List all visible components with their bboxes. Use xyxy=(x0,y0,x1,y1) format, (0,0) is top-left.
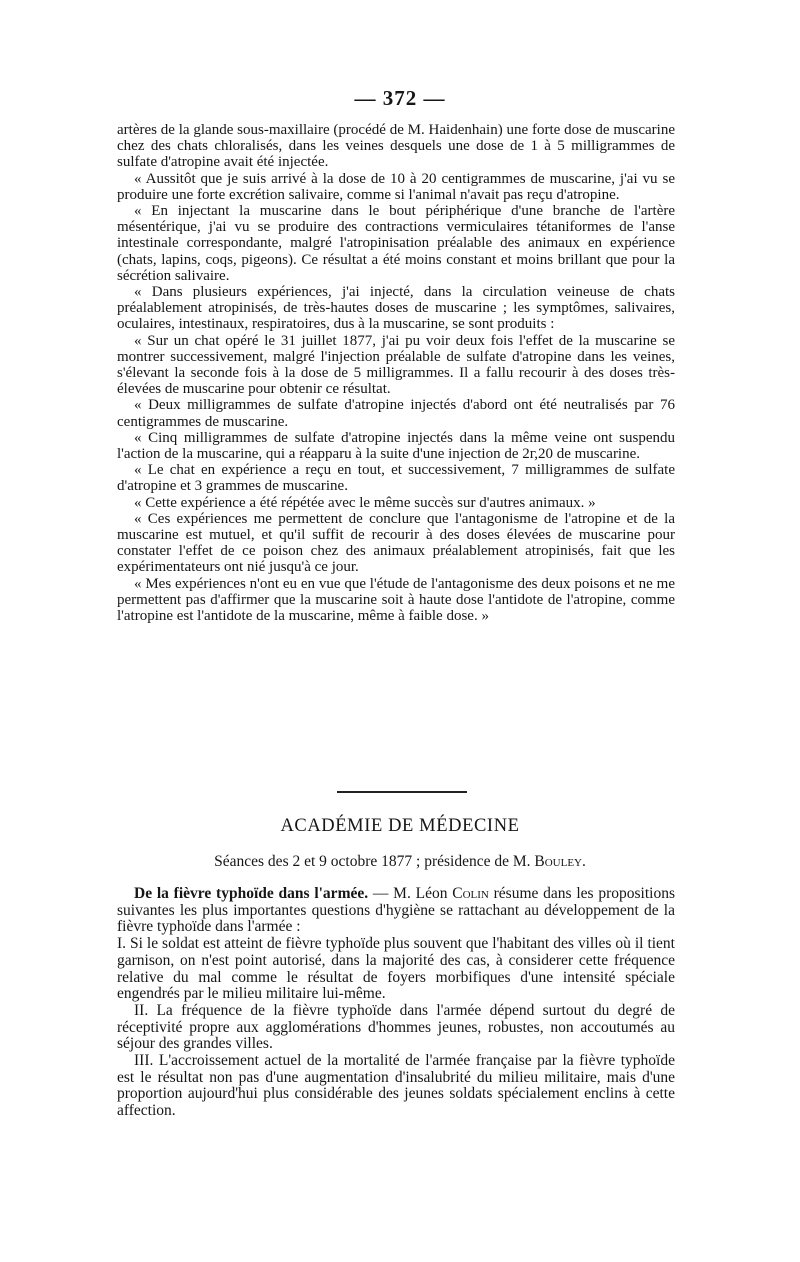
paragraph: « Ces expériences me permettent de conclure que l'antagonisme de l'atropine et de la muscarine est mutuel, et qu'il suffit de recourir à des doses élevées de muscarine pour constater l'effet de ce poison chez des animaux préalablement atropinisés, fait que les expérimentateurs ont nié jusqu'à ce jour. xyxy=(117,510,675,576)
article-body xyxy=(117,122,675,624)
section-separator xyxy=(337,791,467,793)
president-name: Bouley xyxy=(534,853,582,870)
article-heading: De la fièvre typhoïde dans l'armée. xyxy=(134,885,369,902)
lead-text: résume dans les propositions suivantes les plus importantes questions d'hygiène se rattachant au développement de la fièvre typhoïde dans l'armée : xyxy=(117,885,675,936)
section-subtitle xyxy=(0,853,800,871)
subtitle-end: . xyxy=(581,853,586,870)
lead-paragraph xyxy=(117,886,675,936)
paragraph: « Deux milligrammes de sulfate d'atropine injectés d'abord ont été neutralisés par 76 centigrammes de muscarine. xyxy=(117,397,675,430)
lead-text: — M. Léon xyxy=(368,885,453,902)
paragraph: « Cette expérience a été répétée avec le même succès sur d'autres animaux. » xyxy=(134,494,596,511)
page-number: — 372 — xyxy=(354,86,446,110)
subtitle-text: Séances des 2 et 9 octobre 1877 ; présidence de M. xyxy=(214,853,535,870)
paragraph-continuation: artères de la glande sous-maxillaire (procédé de M. Haidenhain) une forte dose de muscarine chez des chats chloralisés, dans les veines desquels une dose de 1 à 5 milligrammes de sulfate d'atropine avait été injectée. xyxy=(117,122,675,171)
paragraph: « Aussitôt que je suis arrivé à la dose de 10 à 20 centigrammes de muscarine, j'ai vu se produire une forte excrétion salivaire, comme si l'animal n'avait pas reçu d'atropine. xyxy=(117,170,675,203)
paragraph: « Cinq milligrammes de sulfate d'atropine injectés dans la même veine ont suspendu l'action de la muscarine, qui a réapparu à la suite d'une injection de 2г,20 de muscarine. xyxy=(117,429,675,463)
paragraph: « En injectant la muscarine dans le bout périphérique d'une branche de l'artère mésentérique, j'ai vu se produire des contractions vermiculaires tétaniformes de l'anse intestinale correspondante, malgré l'atropinisation préalable des animaux en expérience (chats, lapins, coqs, pigeons). Ce résultat a été moins constant et moins brillant que pour la sécrétion salivaire. xyxy=(117,203,675,284)
section-body xyxy=(117,886,675,1120)
paragraph: « Mes expériences n'ont eu en vue que l'étude de l'antagonisme des deux poisons et ne me permettent pas d'affirmer que la muscarine soit à haute dose l'antidote de l'atropine, comme l'atropine est l'antidote de la muscarine, même à faible dose. » xyxy=(117,575,675,625)
paragraph: « Dans plusieurs expériences, j'ai injecté, dans la circulation veineuse de chats préalablement atropinisés, de très-hautes doses de muscarine ; les symptômes, salivaires, oculaires, intestinaux, respiratoires, dus à la muscarine, se sont produits : xyxy=(117,284,675,333)
paragraph: « Le chat en expérience a reçu en tout, et successivement, 7 milligrammes de sulfate d'atropine et 3 grammes de muscarine. xyxy=(117,462,675,495)
proposition-item: I. Si le soldat est atteint de fièvre typhoïde plus souvent que l'habitant des villes où il tient garnison, on n'est point autorisé, dans la majorité des cas, à considerer cette fréquence relative du mal comme le résultat de foyers morbifiques d'une intensité spéciale engendrés par le milieu militaire lui-même. xyxy=(117,935,675,1003)
section-title: ACADÉMIE DE MÉDECINE xyxy=(280,816,520,836)
author-name: Colin xyxy=(452,885,489,902)
paragraph: « Sur un chat opéré le 31 juillet 1877, j'ai pu voir deux fois l'effet de la muscarine se montrer successivement, malgré l'injection préalable de sulfate d'atropine dans les veines, s'élevant la seconde fois à la dose de 5 milligrammes. Il a fallu recourir à des doses très-élevées de muscarine pour obtenir ce résultat. xyxy=(117,332,675,398)
proposition-item: III. L'accroissement actuel de la mortalité de l'armée française par la fièvre typhoïde est le résultat non pas d'une augmentation d'insalubrité du milieu militaire, mais d'une proportion aujourd'hui plus considérable des jeunes soldats spécialement enclins à cette affection. xyxy=(117,1052,675,1120)
proposition-item: II. La fréquence de la fièvre typhoïde dans l'armée dépend surtout du degré de réceptivité propre aux agglomérations d'hommes jeunes, robustes, non accoutumés au séjour des grandes villes. xyxy=(117,1001,675,1053)
